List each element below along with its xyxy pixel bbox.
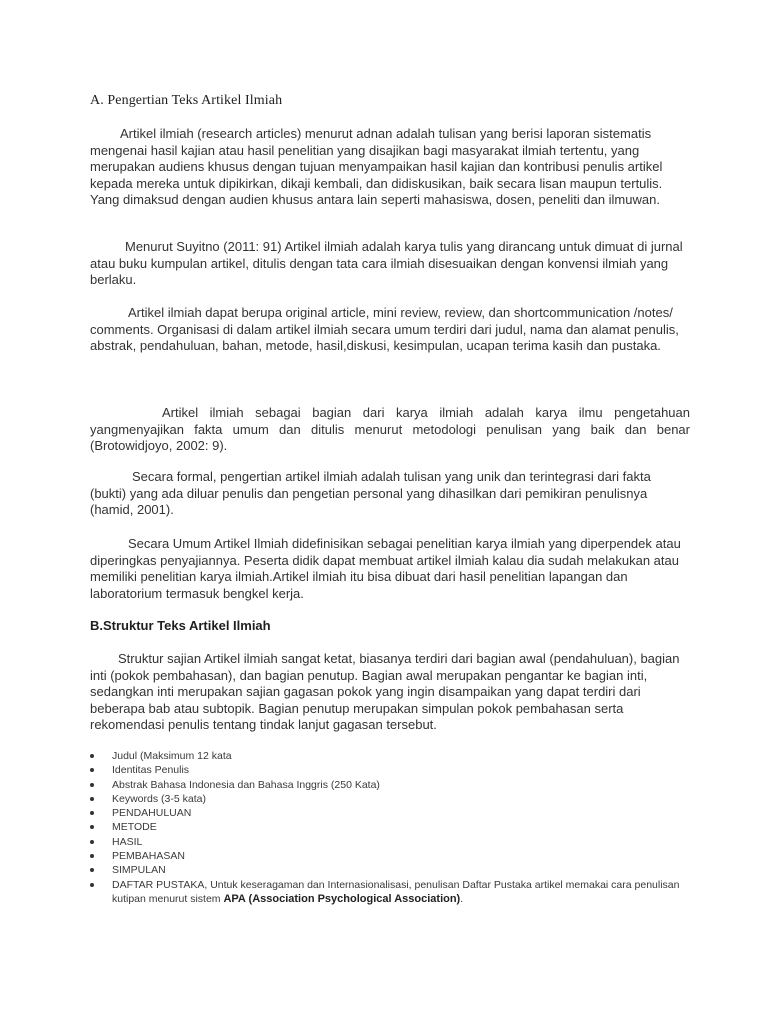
structure-bullet-list [90, 749, 690, 906]
list-item: HASIL [90, 835, 690, 849]
list-item: SIMPULAN [90, 863, 690, 877]
list-item: Abstrak Bahasa Indonesia dan Bahasa Inggris (250 Kata) [90, 778, 690, 792]
list-item: METODE [90, 820, 690, 834]
bullet-icon [90, 868, 94, 872]
paragraph-5-text: Secara formal, pengertian artikel ilmiah adalah tulisan yang unik dan terintegrasi dari fakta (bukti) yang ada diluar penulis dan pengetian personal yang dihasilkan dari pemikiran penulisnya (hamid, 2001). [90, 469, 651, 517]
paragraph-6-text: Secara Umum Artikel Ilmiah didefinisikan sebagai penelitian karya ilmiah yang diperpendek atau diperingkas penyajiannya. Peserta didik dapat membuat artikel ilmiah kalau dia sudah melakukan atau memiliki penelitian karya ilmiah.Artikel ilmiah itu bisa dibuat dari hasil penelitian lapangan dan laboratorium termasuk bengkel kerja. [90, 536, 681, 601]
paragraph-2-text: Menurut Suyitno (2011: 91) Artikel ilmiah adalah karya tulis yang dirancang untuk dimuat di jurnal atau buku kumpulan artikel, ditulis dengan tata cara ilmiah disesuaikan dengan konvensi ilmiah yang berlaku. [90, 239, 683, 287]
paragraph-3-text: Artikel ilmiah dapat berupa original article, mini review, review, dan shortcommunication /notes/ comments. Organisasi di dalam artikel ilmiah secara umum terdiri dari judul, nama dan alamat penulis, abstrak, pendahuluan, bahan, metode, hasil,diskusi, kesimpulan, ucapan terima kasih dan pustaka. [90, 305, 679, 353]
bullet-icon [90, 783, 94, 787]
paragraph-1 [90, 126, 690, 209]
paragraph-7 [90, 651, 690, 734]
list-item: PEMBAHASAN [90, 849, 690, 863]
section-a-heading: A. Pengertian Teks Artikel Ilmiah [90, 93, 283, 108]
paragraph-7-text: Struktur sajian Artikel ilmiah sangat ketat, biasanya terdiri dari bagian awal (pendahuluan), bagian inti (pokok pembahasan), dan bagian penutup. Bagian awal merupakan pengantar ke bagian inti, sedangkan inti merupakan sajian gagasan pokok yang ingin disampaikan yang dapat terdiri dari beberapa bab atau subtopik. Bagian penutup merupakan simpulan pokok pembahasan serta rekomendasi penulis tentang tindak lanjut gagasan tersebut. [90, 651, 680, 732]
list-item-daftar-pustaka: DAFTAR PUSTAKA, Untuk keseragaman dan Internasionalisasi, penulisan Daftar Pustaka artikel memakai cara penulisan kutipan menurut sistem APA (Association Psychological Association). [90, 878, 690, 907]
list-item: Identitas Penulis [90, 763, 690, 777]
apa-system-label: APA (Association Psychological Association) [223, 892, 461, 905]
paragraph-1-text: Artikel ilmiah (research articles) menurut adnan adalah tulisan yang berisi laporan sistematis mengenai hasil kajian atau hasil penelitian yang disajikan bagi masyarakat ilmiah tertentu, yang merupakan audiens khusus dengan tujuan menyampaikan hasil kajian dan kontribusi penulis artikel kepada mereka untuk dipikirkan, dikaji kembali, dan didiskusikan, baik secara lisan maupun tertulis. Yang dimaksud dengan audien khusus antara lain seperti mahasiswa, dosen, peneliti dan ilmuwan. [90, 126, 663, 207]
bullet-icon [90, 754, 94, 758]
list-item: PENDAHULUAN [90, 806, 690, 820]
paragraph-4 [90, 405, 690, 455]
list-item: Keywords (3-5 kata) [90, 792, 690, 806]
section-b-heading: B.Struktur Teks Artikel Ilmiah [90, 618, 271, 633]
list-item: Judul (Maksimum 12 kata [90, 749, 690, 763]
bullet-icon [90, 840, 94, 844]
bullet-icon [90, 854, 94, 858]
paragraph-3 [90, 305, 690, 355]
bullet-icon [90, 797, 94, 801]
bullet-icon [90, 883, 94, 887]
paragraph-4-text: Artikel ilmiah sebagai bagian dari karya ilmiah adalah karya ilmu pengetahuan yangmenyajikan fakta umum dan ditulis menurut metodologi penulisan yang baik dan benar (Brotowidjoyo, 2002: 9). [90, 405, 690, 453]
paragraph-5 [90, 469, 690, 519]
paragraph-6 [90, 536, 690, 602]
bullet-icon [90, 825, 94, 829]
daftar-pustaka-text: DAFTAR PUSTAKA, Untuk keseragaman dan Internasionalisasi, penulisan Daftar Pustaka artikel memakai cara penulisan kutipan menurut sistem [112, 878, 680, 905]
paragraph-2 [90, 239, 690, 289]
bullet-icon [90, 811, 94, 815]
bullet-icon [90, 768, 94, 772]
